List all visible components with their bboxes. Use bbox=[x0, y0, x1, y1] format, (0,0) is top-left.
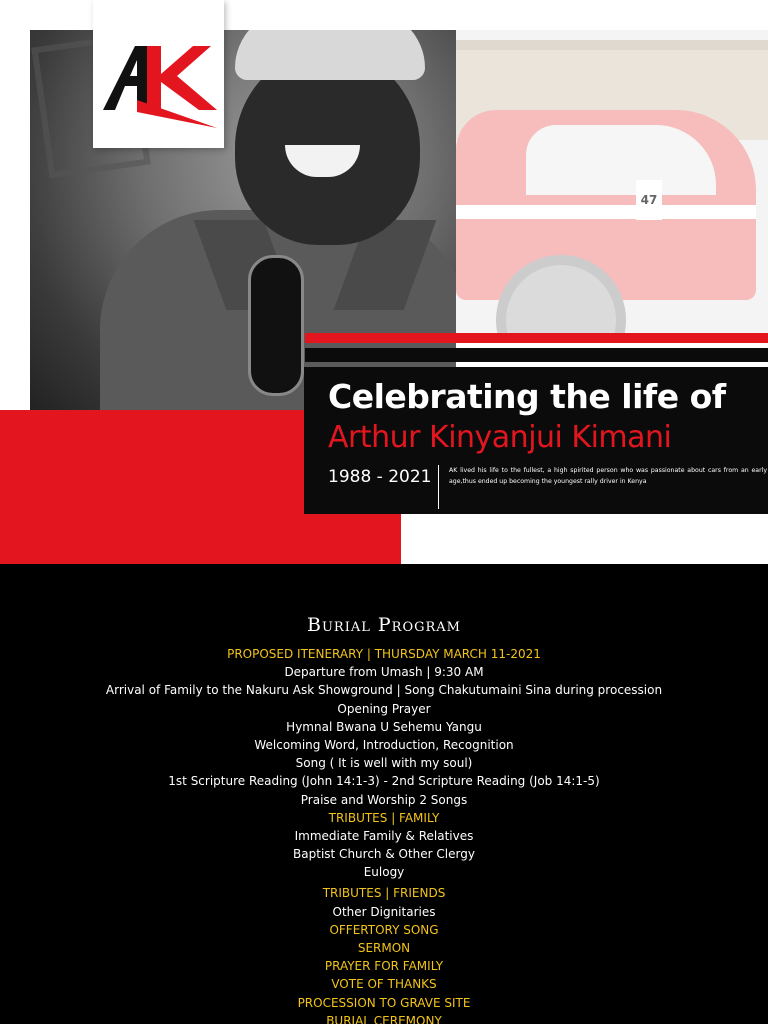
program-heading: PROCESSION TO GRAVE SITE bbox=[297, 995, 471, 1010]
burial-program-section bbox=[0, 564, 768, 1024]
program-item: Opening Prayer bbox=[337, 701, 431, 716]
program-item: Baptist Church & Other Clergy bbox=[293, 847, 475, 862]
celebration-heading: Celebrating the life of bbox=[328, 377, 726, 416]
program-heading: TRIBUTES | FAMILY bbox=[328, 810, 440, 825]
program-heading: PROPOSED ITENERARY | THURSDAY MARCH 11-2021 bbox=[227, 647, 541, 661]
sunglasses bbox=[248, 255, 304, 396]
program-heading: BURIAL CEREMONY bbox=[326, 1013, 442, 1024]
ak-logo bbox=[93, 0, 224, 148]
program-item: Other Dignitaries bbox=[332, 904, 436, 919]
program-item: Immediate Family & Relatives bbox=[294, 828, 474, 843]
bio-text: AK lived his life to the fullest, a high spirited person who was passionate about cars from an early age,thus ended up becoming the youngest rally driver in Kenya bbox=[449, 467, 767, 485]
program-heading: VOTE OF THANKS bbox=[331, 977, 437, 992]
program-heading: SERMON bbox=[357, 941, 411, 955]
program-item: Departure from Umash | 9:30 AM bbox=[284, 665, 484, 680]
program-item: Hymnal Bwana U Sehemu Yangu bbox=[286, 719, 482, 734]
black-stripe bbox=[305, 348, 768, 362]
program-heading: PRAYER FOR FAMILY bbox=[324, 959, 444, 974]
ak-logo-icon bbox=[97, 40, 221, 140]
program-heading: TRIBUTES | FRIENDS bbox=[322, 886, 446, 901]
deceased-name: Arthur Kinyanjui Kimani bbox=[328, 420, 672, 455]
rally-car-photo bbox=[456, 30, 768, 335]
program-item: 1st Scripture Reading (John 14:1-3) - 2nd Scripture Reading (Job 14:1-5) bbox=[168, 774, 600, 789]
red-stripe bbox=[305, 333, 768, 343]
program-item: Arrival of Family to the Nakuru Ask Showground | Song Chakutumaini Sina during procession bbox=[105, 683, 663, 698]
program-item: Welcoming Word, Introduction, Recognition bbox=[254, 737, 514, 752]
program-item: Eulogy bbox=[363, 865, 405, 880]
program-item: Praise and Worship 2 Songs bbox=[300, 792, 468, 807]
program-item: Song ( It is well with my soul) bbox=[295, 756, 473, 771]
car-number: 47 bbox=[636, 180, 662, 220]
life-years: 1988 - 2021 bbox=[328, 467, 432, 487]
program-title: Burial Program bbox=[306, 614, 461, 636]
program-heading: OFFERTORY SONG bbox=[329, 922, 439, 937]
program-list bbox=[0, 645, 768, 1024]
divider bbox=[438, 465, 439, 509]
